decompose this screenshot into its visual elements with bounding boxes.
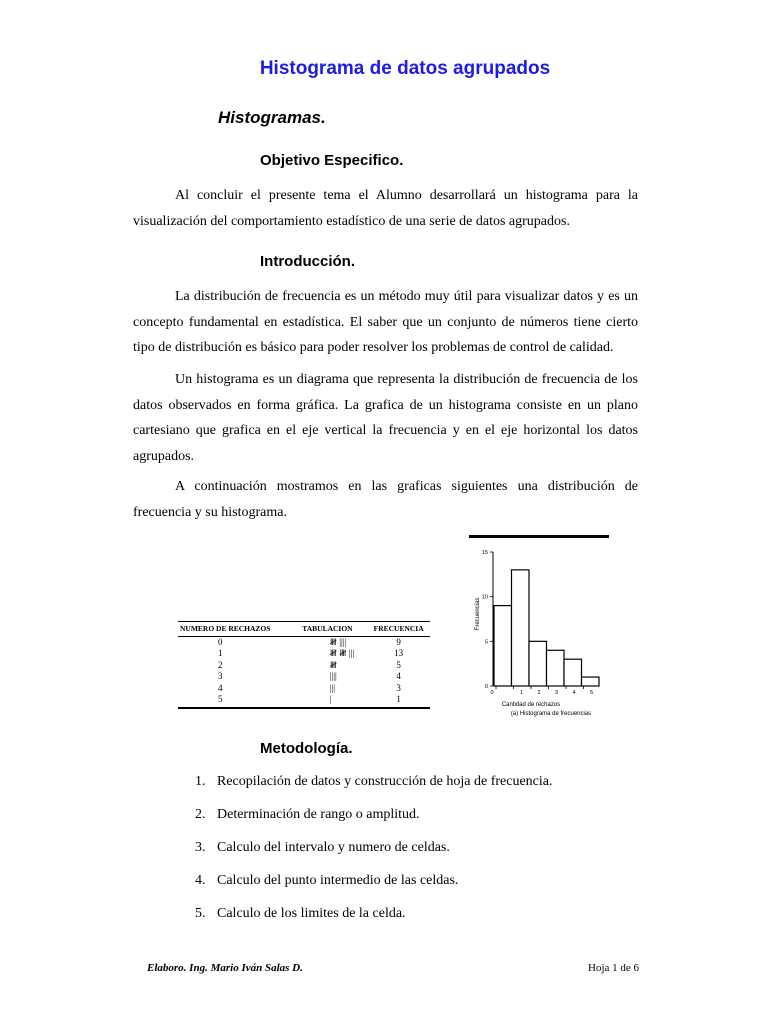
table-row (178, 637, 430, 649)
footer-author: Elaboro. Ing. Mario Iván Salas D. (147, 962, 303, 974)
histogram-bar (547, 650, 565, 686)
x-tick-label: 2 (537, 690, 541, 696)
table-cell: 0 (218, 637, 223, 647)
step-text: Calculo del punto intermedio de las celdas. (217, 873, 459, 888)
table-cell: 𝍸 |||| (329, 637, 347, 647)
chart-plot-area (482, 550, 599, 696)
table-cell: 4 (396, 671, 401, 682)
introduction-heading: Introducción. (260, 253, 355, 270)
objective-heading: Objetivo Especifico. (260, 152, 404, 169)
y-tick-label: 15 (481, 550, 488, 556)
methodology-heading: Metodología. (260, 740, 353, 757)
introduction-text-3: A continuación mostramos en las graficas siguientes una distribución de frecuencia y su histograma. (133, 479, 638, 520)
x-tick-label: 3 (554, 690, 559, 696)
table-row (178, 671, 430, 682)
frequency-table (178, 621, 430, 709)
x-tick-label: 4 (572, 690, 576, 696)
chart-caption: (a) Histograma de frecuencias (510, 711, 592, 717)
objective-text: Al concluir el presente tema el Alumno desarrollará un histograma para la visualización del comportamiento estadístico de una serie de datos agrupados. (133, 188, 638, 229)
section-title: Histogramas. (218, 108, 326, 127)
list-item: 4. Calculo del punto intermedio de las celdas. (195, 873, 459, 888)
histogram-chart (466, 530, 616, 725)
table-row (178, 694, 430, 708)
frequency-table-container (178, 621, 430, 709)
table-row (178, 683, 430, 694)
column-header: NUMERO DE RECHAZOS (178, 622, 288, 637)
step-text: Recopilación de datos y construcción de hoja de frecuencia. (217, 774, 553, 789)
step-text: Calculo de los limites de la celda. (217, 906, 406, 921)
introduction-text-2: Un histograma es un diagrama que representa la distribución de frecuencia de los datos observados en forma gráfica. La grafica de un histograma consiste en un plano cartesiano que grafica en el eje vertical la frecuencia y en el eje horizontal los datos agrupados. (133, 372, 638, 464)
objective-paragraph (133, 183, 638, 234)
table-cell: | (288, 694, 368, 708)
table-cell: 𝍸 𝍸 ||| (329, 648, 355, 659)
column-header: TABULACION (288, 622, 368, 637)
table-cell: 5 (178, 694, 288, 708)
x-axis-label: Cantidad de rechazos (501, 702, 561, 708)
table-cell: 9 (396, 637, 401, 647)
y-axis-label: Frecuencias (475, 597, 481, 631)
list-item: 1. Recopilación de datos y construcción de hoja de frecuencia. (195, 774, 553, 789)
x-tick-label: 0 (490, 690, 494, 696)
y-tick-label: 5 (484, 639, 488, 646)
y-tick-label: 10 (481, 594, 488, 601)
y-tick-label: 0 (484, 684, 488, 690)
table-cell: 1 (218, 648, 223, 659)
table-cell: 3 (218, 671, 223, 682)
table-cell: 2 (218, 659, 223, 670)
list-item: 2. Determinación de rango o amplitud. (195, 807, 420, 822)
table-cell: 𝍸 (329, 659, 337, 670)
table-cell: 5 (396, 659, 401, 670)
chart-top-rule (469, 535, 609, 538)
page-number: Hoja 1 de 6 (588, 962, 640, 974)
histogram-bar (564, 659, 582, 686)
histogram-bar (494, 606, 512, 686)
list-item: 3. Calculo del intervalo y numero de celdas. (195, 840, 450, 855)
table-cell: 3 (396, 682, 401, 693)
table-cell: 4 (218, 682, 223, 693)
histogram-bar (582, 677, 600, 686)
histogram-bar (529, 641, 547, 686)
table-cell: ||| (329, 682, 336, 693)
introduction-paragraph-2 (133, 367, 638, 469)
introduction-paragraph-1 (133, 284, 638, 361)
table-row (178, 660, 430, 671)
table-cell: |||| (329, 671, 337, 682)
step-text: Calculo del intervalo y numero de celdas. (217, 840, 450, 855)
introduction-paragraph-3 (133, 474, 638, 525)
introduction-text-1: La distribución de frecuencia es un método muy útil para visualizar datos y es un concepto fundamental en estadística. El saber que un conjunto de números tiene cierto tipo de distribución es básico para poder resolver los problemas de control de calidad. (133, 289, 638, 355)
list-item: 5. Calculo de los limites de la celda. (195, 906, 406, 921)
document-title: Histograma de datos agrupados (259, 58, 551, 79)
step-text: Determinación de rango o amplitud. (217, 807, 420, 822)
histogram-bar (512, 570, 530, 686)
column-header: FRECUENCIA (367, 622, 430, 637)
table-row (178, 648, 430, 659)
table-cell: 1 (367, 694, 430, 708)
table-header-row (178, 622, 430, 637)
x-tick-label: 5 (589, 690, 594, 696)
table-cell: 13 (394, 648, 404, 659)
x-tick-label: 1 (519, 690, 524, 696)
